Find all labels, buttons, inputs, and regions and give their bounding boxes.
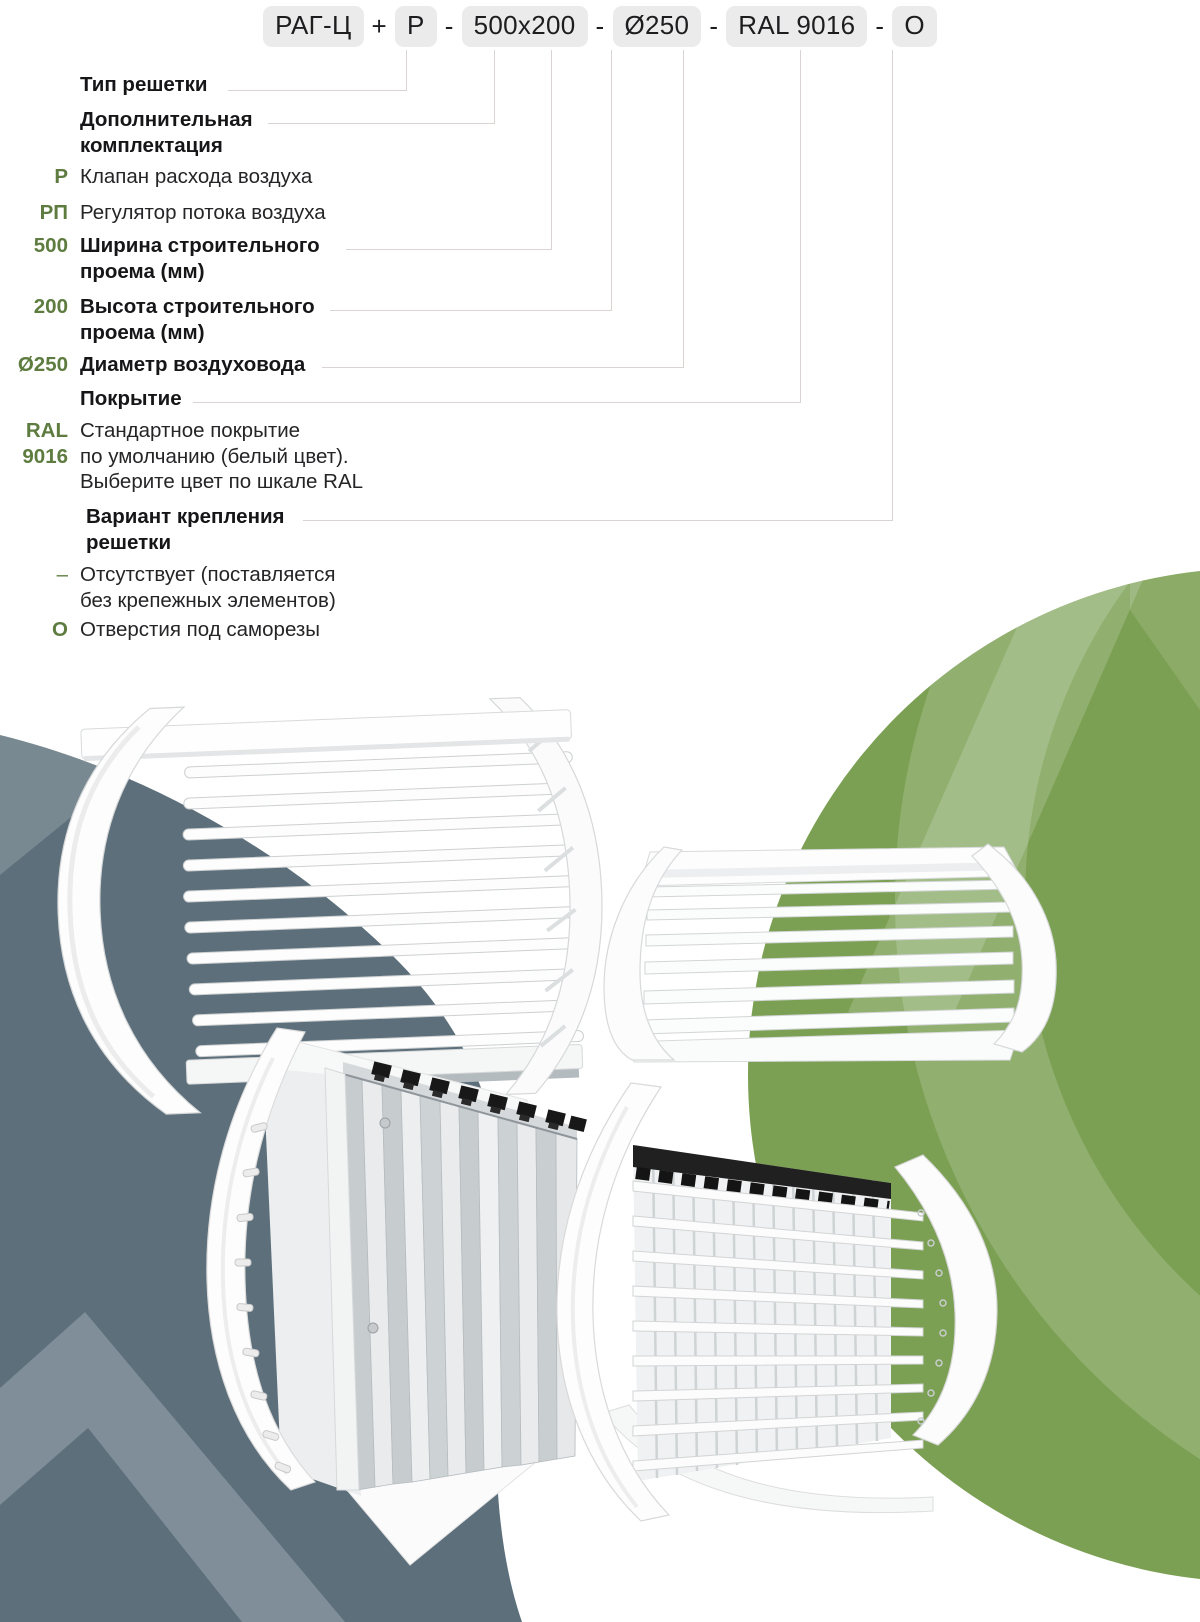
legend-label: Отсутствует (поставляется [80, 563, 336, 586]
legend-label: Ширина строительного [80, 234, 320, 257]
code-separator: - [595, 11, 605, 41]
legend-code: Ø250 [17, 353, 68, 376]
legend-label: Дополнительная [80, 108, 253, 131]
code-segment-mounting: О [892, 6, 937, 47]
code-segment-size: 500x200 [462, 6, 588, 47]
legend-label: Покрытие [80, 387, 182, 410]
legend-coating [0, 386, 520, 412]
legend-label: без крепежных элементов) [80, 588, 336, 612]
legend-code: О [52, 618, 68, 641]
legend-width [0, 233, 520, 284]
legend-grille-type [0, 72, 520, 98]
legend-label: проема (мм) [80, 259, 205, 283]
code-segment-diameter: Ø250 [613, 6, 702, 47]
legend-code: 9016 [22, 444, 68, 468]
legend-label: Стандартное покрытие [80, 419, 301, 442]
legend-code: 200 [33, 295, 68, 318]
legend-label: Выберите цвет по шкале RAL [80, 470, 364, 493]
legend-option-r [0, 164, 520, 190]
legend-label: решетки [86, 530, 172, 554]
photo-grille-top-angled-view [552, 792, 1067, 1062]
legend-option [0, 107, 520, 158]
legend-mounting [0, 504, 520, 555]
legend-label: Высота строительного [80, 295, 315, 318]
code-separator: - [444, 11, 454, 41]
legend-coating-ral [0, 418, 520, 495]
legend-label: Клапан расхода воздуха [80, 165, 313, 188]
photo-grille-angled-front-view [533, 1083, 1003, 1523]
legend-code: 500 [33, 234, 68, 257]
legend-label: по умолчанию (белый цвет). [80, 444, 349, 468]
legend-label: проема (мм) [80, 320, 205, 344]
legend-code: Р [54, 165, 68, 188]
code-separator: - [875, 11, 885, 41]
legend-option-rp [0, 200, 520, 226]
code-segment-coating: RAL 9016 [726, 6, 867, 47]
legend-label: Вариант крепления [86, 505, 285, 528]
legend-height [0, 294, 520, 345]
code-separator: - [709, 11, 719, 41]
legend-label: комплектация [80, 133, 223, 157]
legend-label: Диаметр воздуховода [80, 353, 306, 376]
code-segment-type: РАГ-Ц [263, 6, 363, 47]
legend-label: Регулятор потока воздуха [80, 201, 326, 224]
legend-label: Отверстия под саморезы [80, 618, 321, 641]
legend-label: Тип решетки [80, 73, 208, 96]
legend-mounting-holes [0, 617, 520, 643]
legend-code: РП [39, 201, 68, 224]
code-segment-option: Р [395, 6, 437, 47]
legend-code: – [56, 563, 68, 586]
legend-mounting-none [0, 562, 520, 613]
code-separator: + [371, 11, 388, 41]
legend-code: RAL [25, 419, 68, 442]
legend-diameter [0, 352, 520, 378]
model-code [0, 6, 1200, 47]
